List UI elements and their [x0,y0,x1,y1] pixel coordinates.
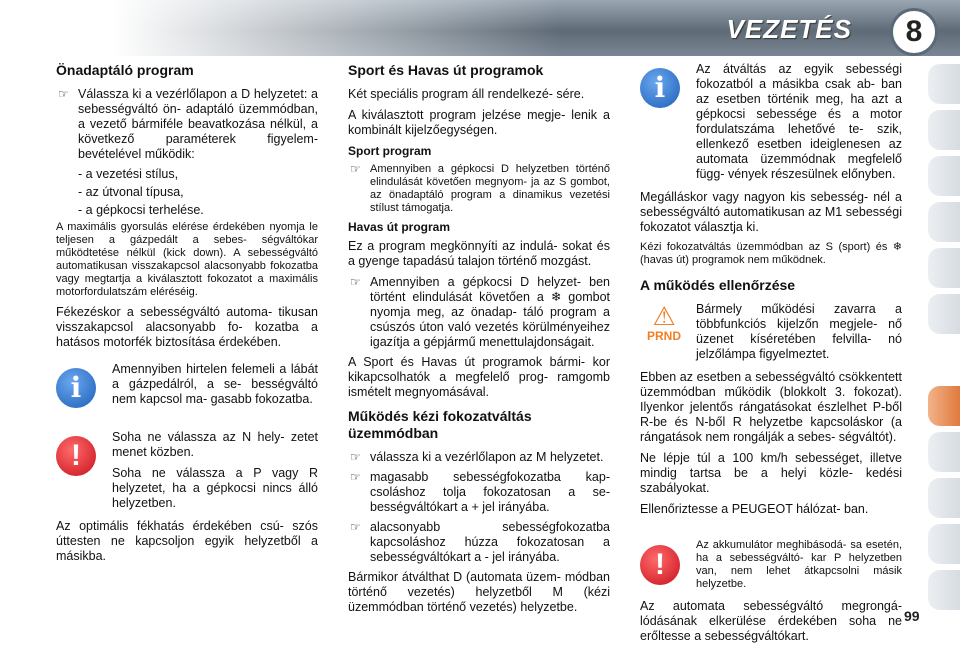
subsection-title-snow: Havas út program [348,220,451,234]
info-icon: i [640,68,680,108]
exclamation-icon: ! [56,436,96,476]
chapter-tab[interactable] [928,64,960,104]
chapter-tab[interactable] [928,524,960,564]
list-item: ☞ alacsonyabb sebességfokozatba kapcsoláshoz húzza fokozatosan a sebességváltókart a - jel irányába. [350,520,610,564]
section-title-self-adaptive: Önadaptáló program [56,62,194,78]
section-title-check: A működés ellenőrzése [640,277,796,293]
exclamation-icon: ! [640,545,680,585]
paragraph: Ellenőriztesse a PEUGEOT hálózat- ban. [640,502,869,516]
paragraph: Ebben az esetben a sebességváltó csökkentett üzemmódban működik (blokkolt 3. fokozat). Ilyenkor jelentős rángatásokat észlelhet P-ből R-be és N-ből R helyzetbe kapcsoláskor (a rángatások nem rongálják a sebes- ségváltót). [640,370,902,444]
list-item: ☞ Amennyiben a gépkocsi D helyzet- ben történt elindulását követően a ❄ gombot nyomja meg, az önadap- táló program a csúszós úton való vezetés körülményeihez igazítja a gépjármű menettulajdonságait. [350,275,610,349]
prnd-warning-note: ⚠ PRND Bármely működési zavarra a többfunkciós kijelzőn megjele- nő üzenet kíséretében felvilla- nó jelzőlámpa figyelmeztet. [640,302,902,362]
chapter-tab-active[interactable] [928,386,960,426]
chapter-tab[interactable] [928,478,960,518]
column-right [640,62,902,650]
hand-pointer-icon: ☞ [350,162,361,176]
warning-triangle-icon: ⚠ [652,301,676,331]
warning-note: ! Soha ne válassza az N hely- zetet menet közben. Soha ne válassza a P vagy R helyzetet, ha a gépkocsi nincs álló helyzetben. [56,430,318,511]
paragraph: Bármikor átválthat D (automata üzem- módban történő vezetés) helyzetből M (kézi üzemmódban történő vezetés) helyzetbe. [348,570,610,614]
paragraph: Két speciális program áll rendelkezé- sére. [348,87,585,101]
chapter-tab[interactable] [928,248,960,288]
paragraph: Az automata sebességváltó megrongá- lódásának elkerülése érdekében soha ne erőltesse a sebességváltókart. [640,599,902,643]
paragraph: Fékezéskor a sebességváltó automa- tikusan visszakapcsol alacsonyabb fo- kozatba a hatásos motorfék biztosítása érdekében. [56,305,318,349]
chapter-tab[interactable] [928,294,960,334]
subsection-title-sport: Sport program [348,144,432,158]
hand-pointer-icon: ☞ [350,470,361,484]
list-item: - a vezetési stílus, [78,167,179,181]
page-number: 99 [904,608,920,624]
paragraph: Megálláskor vagy nagyon kis sebesség- nél a sebességváltó automatikusan az M1 sebességi fokozatot választja ki. [640,190,902,234]
info-note: i Az átváltás az egyik sebességi fokozatból a másikba csak ab- ban az esetben történik meg, ha azt a gépkocsi sebessége és a motor fordulatszáma lehetővé te- szik, ellenkező esetben ideiglenesen az automata üzemmódnak megfelelő függ- vények részesülnek előnyben. [640,62,902,182]
chapter-tab[interactable] [928,156,960,196]
chapter-title: VEZETÉS [726,14,852,44]
list-item: ☞ Amennyiben a gépkocsi D helyzetben történő elindulását követően megnyom- ja az S gombot, az önadaptáló program a dinamikus vezetési stílust támogatja. [350,162,610,214]
list-item: - az útvonal típusa, [78,185,184,199]
chapter-tab[interactable] [928,110,960,150]
info-icon: i [56,368,96,408]
chapter-tab[interactable] [928,202,960,242]
paragraph: Kézi fokozatváltás üzemmódban az S (sport) és ❄ (havas út) programok nem működnek. [640,241,902,266]
paragraph: Ne lépje túl a 100 km/h sebességet, illetve mindig tartsa be a helyi közle- kedési szabályokat. [640,451,902,495]
chapter-tab-strip [928,64,960,624]
header-fade [0,0,560,56]
section-title-manual: Működés kézi fokozatváltás üzemmódban [348,408,532,441]
hand-pointer-icon: ☞ [58,87,69,101]
column-middle [348,62,610,621]
paragraph: Ez a program megkönnyíti az indulá- sokat és a gyenge tapadású talajon történő mozgást. [348,239,610,268]
list-item: ☞ magasabb sebességfokozatba kap- csoláshoz tolja fokozatosan a se- bességváltókart a + jel irányába. [350,470,610,514]
hand-pointer-icon: ☞ [350,450,361,464]
chapter-tab[interactable] [928,570,960,610]
list-item: - a gépkocsi terhelése. [78,203,204,217]
column-left [56,62,318,570]
chapter-number-badge: 8 [890,8,938,56]
hand-pointer-icon: ☞ [350,520,361,534]
section-title-sport-snow: Sport és Havas út programok [348,62,544,78]
warning-note: ! Az akkumulátor meghibásodá- sa esetén, ha a sebességváltó- kar P helyzetben van, nem lehet átkapcsolni másik helyzetbe. [640,539,902,591]
hand-pointer-icon: ☞ [350,275,361,289]
paragraph: A maximális gyorsulás elérése érdekében nyomja le teljesen a gázpedált a sebes- ségváltókar működtetése nélkül (kick down). A sebességváltó automatikusan visszakapcsol alacsonyabb fokozatba vagy megtartja a kiválasztott fokozatot a maximális motorfordulatszám eléréséig. [56,221,318,298]
list-item: ☞ válassza ki a vezérlőlapon az M helyzetet. [350,450,604,464]
info-note: i Amennyiben hirtelen felemeli a lábát a gázpedálról, a se- bességváltó nem kapcsol ma- gasabb fokozatba. [56,362,318,408]
paragraph: A Sport és Havas út programok bármi- kor kikapcsolhatók a megfelelő prog- ramgomb ismételt megnyomásával. [348,355,610,399]
gearbox-warning-icon: ⚠ PRND [640,302,688,350]
paragraph: Az optimális fékhatás érdekében csú- szós úttesten ne kapcsoljon egyik helyzetből a másikba. [56,519,318,563]
chapter-tab[interactable] [928,432,960,472]
list-item: ☞ Válassza ki a vezérlőlapon a D helyzetet: a sebességváltó ön- adaptáló üzemmódban, a vezető bármiféle beavatkozása nélkül, a következő paraméterek figyelem- bevételével működik: [58,87,318,161]
paragraph: A kiválasztott program jelzése megje- lenik a kombinált kijelzőegységen. [348,108,610,137]
